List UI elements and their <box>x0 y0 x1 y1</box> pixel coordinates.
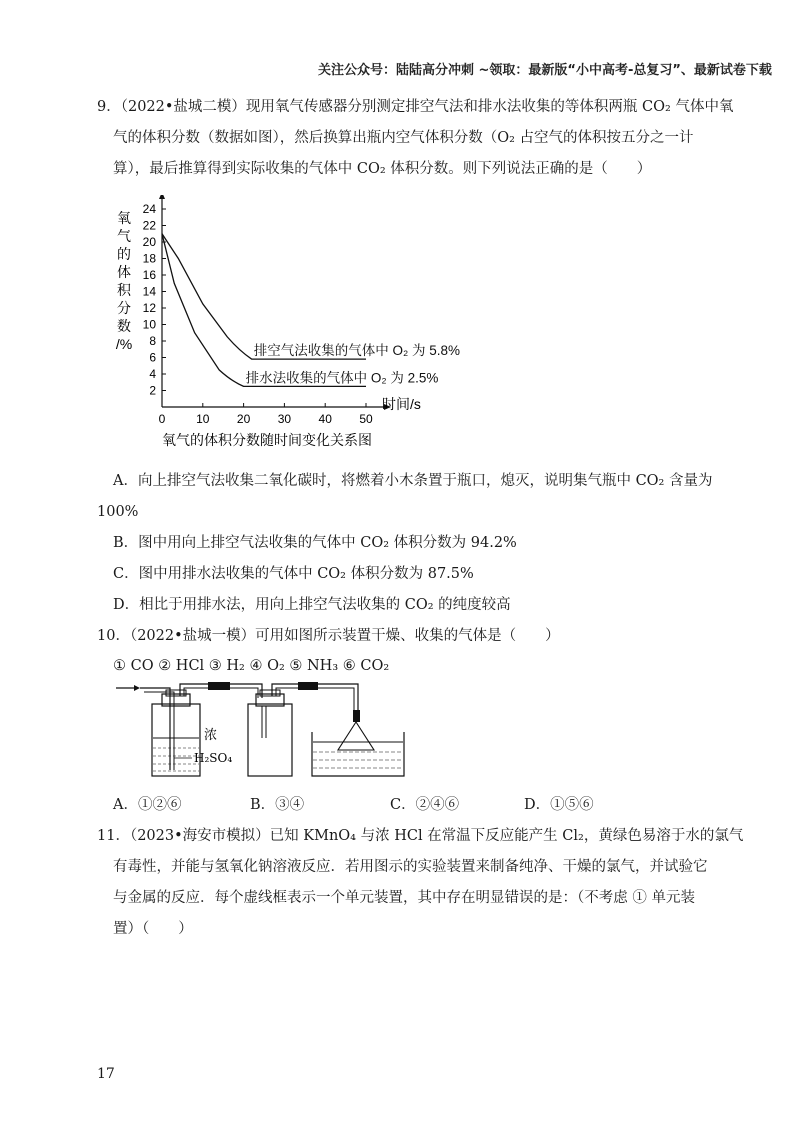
y-tick-label: 4 <box>149 367 156 381</box>
page-number: 17 <box>97 1066 115 1082</box>
y-axis-label-char: /% <box>115 336 133 352</box>
y-tick-label: 2 <box>149 383 156 398</box>
q11-stem-line1: 11．（2023•海安市模拟）已知 KMnO₄ 与浓 HCl 在常温下反应能产生 Cl₂，黄绿色易溶于水的氯气 <box>97 828 744 844</box>
x-tick-label: 10 <box>196 412 210 426</box>
oxygen-fraction-chart <box>110 195 470 455</box>
water-trough <box>312 732 404 776</box>
x-tick-label: 50 <box>359 412 373 426</box>
collection-bottle <box>230 684 300 776</box>
y-axis-label-char: 的 <box>117 246 131 262</box>
x-tick-label: 30 <box>277 412 292 426</box>
y-tick-label: 14 <box>142 284 156 299</box>
y-tick-label: 20 <box>142 235 156 249</box>
q9-option-b: B．图中用向上排空气法收集的气体中 CO₂ 体积分数为 94.2% <box>113 535 517 551</box>
y-tick-label: 16 <box>142 268 156 282</box>
drying-collection-apparatus <box>112 676 412 781</box>
series-label-2: 排水法收集的气体中 O₂ 为 2.5% <box>245 370 439 386</box>
inverted-funnel <box>338 722 374 750</box>
q9-stem-line2: 气的体积分数（数据如图），然后换算出瓶内空气体积分数（O₂ 占空气的体积按五分之一计 <box>113 130 694 146</box>
y-tick-label: 6 <box>149 350 156 365</box>
q9-option-c: C．图中用排水法收集的气体中 CO₂ 体积分数为 87.5% <box>113 566 474 582</box>
y-tick-label: 18 <box>142 251 156 266</box>
rubber-connector <box>208 682 230 690</box>
y-axis-label-char: 分 <box>117 300 131 316</box>
y-axis-label-char: 气 <box>117 228 131 244</box>
y-axis-label-char: 氧 <box>117 210 131 226</box>
series-line-1 <box>162 234 366 359</box>
y-axis-label-char: 数 <box>117 318 131 334</box>
y-tick-label: 24 <box>142 202 156 216</box>
chart-series <box>162 234 460 387</box>
y-tick-label: 10 <box>142 317 156 332</box>
series-label-1: 排空气法收集的气体中 O₂ 为 5.8% <box>253 343 461 359</box>
chart-title: 氧气的体积分数随时间变化关系图 <box>162 432 372 448</box>
q9-option-d: D．相比于用排水法，用向上排空气法收集的 CO₂ 的纯度较高 <box>113 597 511 613</box>
q9-stem-line1: 9．（2022•盐城二模）现用氧气传感器分别测定排空气法和排水法收集的等体积两瓶 CO₂ 气体中氧 <box>97 99 734 115</box>
x-tick-label: 0 <box>158 412 166 426</box>
q10-option-d: D．①⑤⑥ <box>524 797 594 813</box>
x-tick-label: 20 <box>236 412 251 426</box>
q9-stem-line3: 算），最后推算得到实际收集的气体中 CO₂ 体积分数。则下列说法正确的是（ ） <box>113 161 652 177</box>
q11-stem-line3: 与金属的反应．每个虚线框表示一个单元装置，其中存在明显错误的是：（不考虑 ① 单元装 <box>113 890 695 906</box>
q10-option-c: C．②④⑥ <box>390 797 460 813</box>
x-tick-label: 40 <box>318 412 332 426</box>
q9-option-a-line1: A．向上排空气法收集二氧化碳时，将燃着小木条置于瓶口，熄灭，说明集气瓶中 CO₂ 含量为 <box>113 473 713 489</box>
q10-option-a: A．①②⑥ <box>113 797 182 813</box>
page-header: 关注公众号：陆陆高分冲刺 ~领取：最新版“小中高考-总复习”、最新试卷下载 <box>318 63 772 78</box>
q9-option-a-line2: 100% <box>97 504 139 520</box>
q11-stem-line2: 有毒性，并能与氢氧化钠溶液反应．若用图示的实验装置来制备纯净、干燥的氯气，并试验它 <box>113 859 708 875</box>
q10-stem: 10．（2022•盐城一模）可用如图所示装置干燥、收集的气体是（ ） <box>97 628 560 644</box>
apparatus-label-concentrated: 浓 <box>204 728 218 743</box>
y-tick-label: 8 <box>149 334 156 348</box>
y-axis-label-char: 积 <box>117 282 131 298</box>
series-line-2 <box>162 234 366 387</box>
y-tick-label: 22 <box>142 218 156 233</box>
q10-gas-list: ① CO ② HCl ③ H₂ ④ O₂ ⑤ NH₃ ⑥ CO₂ <box>113 658 390 674</box>
chart-y-axis-label <box>116 210 132 352</box>
y-tick-label: 12 <box>142 301 156 315</box>
y-axis-arrow-icon <box>159 195 165 199</box>
apparatus-label-acid: H₂SO₄ <box>194 751 233 765</box>
rubber-connector-2 <box>298 682 318 690</box>
y-axis-label-char: 体 <box>117 264 131 280</box>
q10-option-b: B．③④ <box>250 797 305 813</box>
chart-x-axis-label: 时间/s <box>382 396 421 412</box>
q11-stem-line4: 置）（ ） <box>113 921 193 937</box>
